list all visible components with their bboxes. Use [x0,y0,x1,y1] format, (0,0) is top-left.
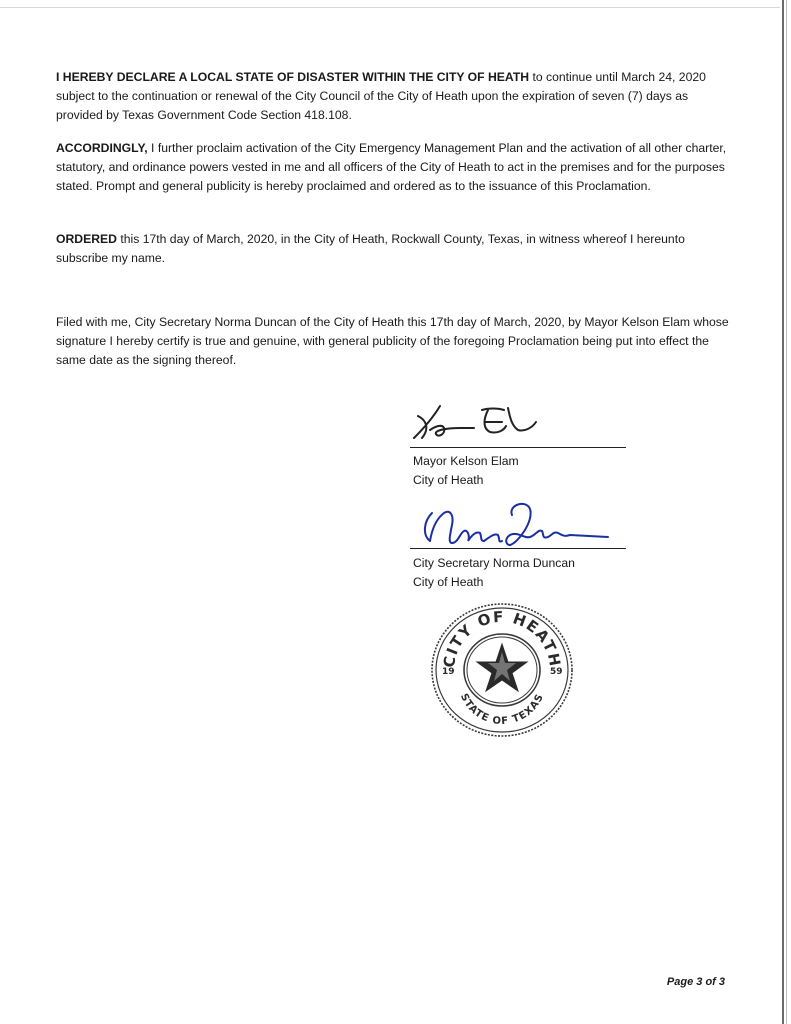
filed-paragraph: Filed with me, City Secretary Norma Duncan of the City of Heath this 17th day of March, 2020, by Mayor Kelson Elam whose signature I hereby certify is true and genuine, with general publicity of the foregoing Proclamation being put into effect the same date as the signing thereof. [56,315,729,367]
seal-top-text: CITY OF HEATH [439,607,565,669]
mayor-city: City of Heath [413,473,484,487]
ordered-body: this 17th day of March, 2020, in the City of Heath, Rockwall County, Texas, in witness whereof I hereunto subscribe my name. [56,232,685,265]
accordingly-lead: ACCORDINGLY, [56,141,148,155]
ordered-paragraph [56,230,736,268]
city-seal [428,600,576,740]
accordingly-paragraph [56,139,736,196]
declaration-paragraph [56,68,736,125]
right-scan-edge-light [786,0,787,1024]
mayor-signature-line [410,447,626,448]
seal-bottom-text: STATE OF TEXAS [457,691,547,728]
seal-year-left: 19 [442,667,455,677]
mayor-name: Mayor Kelson Elam [413,454,519,468]
right-scan-edge [782,0,784,1024]
secretary-signature [418,495,618,555]
accordingly-body: I further proclaim activation of the City Emergency Management Plan and the activation of all other charter, statutory, and ordinance powers vested in me and all officers of the City of Heath to act in the premises and for the purposes stated. Prompt and general publicity is hereby proclaimed and ordered as to the issuance of this Proclamation. [56,141,727,193]
secretary-signature-line [410,548,626,549]
declaration-body: to continue until March 24, 2020 subject to the continuation or renewal of the City Council of the City of Heath upon the expiration of seven (7) days as provided by Texas Government Code Section 418.108. [56,70,706,122]
secretary-name: City Secretary Norma Duncan [413,556,575,570]
page-number: Page 3 of 3 [666,976,725,988]
declaration-lead: I HEREBY DECLARE A LOCAL STATE OF DISASTER WITHIN THE CITY OF HEATH [56,70,530,84]
mayor-signature [408,398,548,448]
top-scan-edge [0,7,780,8]
ordered-lead: ORDERED [56,232,117,246]
seal-year-right: 59 [550,667,563,677]
secretary-city: City of Heath [413,575,484,589]
